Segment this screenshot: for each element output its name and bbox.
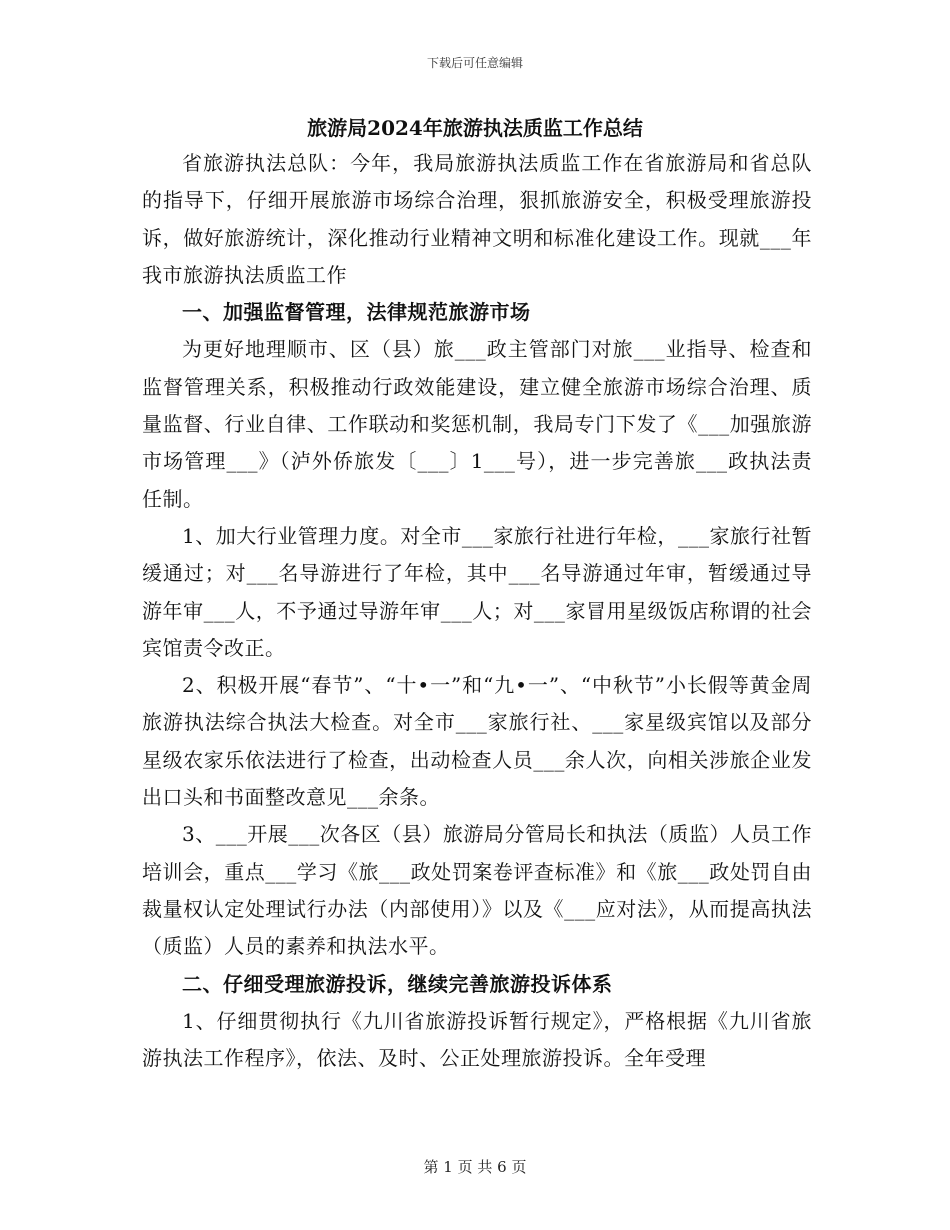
section-heading-2: 二、仔细受理旅游投诉，继续完善旅游投诉体系 (182, 971, 613, 996)
document-body (142, 145, 812, 1077)
page-footer: 第 1 页 共 6 页 (423, 1158, 527, 1176)
paragraph: 3、___开展___次各区（县）旅游局分管局长和执法（质监）人员工作培训会，重点___学习《旅___政处罚案卷评查标准》和《旅___政处罚自由裁量权认定处理试行办法（内部使用）》以及《___应对法》，从而提高执法（质监）人员的素养和执法水平。 (142, 822, 812, 959)
section-heading-1: 一、加强监督管理，法律规范旅游市场 (182, 300, 531, 325)
paragraph: 1、仔细贯彻执行《九川省旅游投诉暂行规定》，严格根据《九川省旅游执法工作程序》，依法、及时、公正处理旅游投诉。全年受理 (142, 1008, 812, 1071)
paragraph: 1、加大行业管理力度。对全市___家旅行社进行年检，___家旅行社暂缓通过；对___名导游进行了年检，其中___名导游通过年审，暂缓通过导游年审___人，不予通过导游年审___人；对___家冒用星级饭店称谓的社会宾馆责令改正。 (142, 523, 812, 660)
paragraph: 2、积极开展“春节”、“十•一”和“九•一”、“中秋节”小长假等黄金周旅游执法综合执法大检查。对全市___家旅行社、___家星级宾馆以及部分星级农家乐依法进行了检查，出动检查人员___余人次，向相关涉旅企业发出口头和书面整改意见___余条。 (142, 673, 812, 810)
header-note: 下载后可任意编辑 (426, 56, 523, 70)
paragraph: 为更好地理顺市、区（县）旅___政主管部门对旅___业指导、检查和监督管理关系，积极推动行政效能建设，建立健全旅游市场综合治理、质量监督、行业自律、工作联动和奖惩机制，我局专门下发了《___加强旅游市场管理___》（泸外侨旅发〔___〕1___号），进一步完善旅___政执法责任制。 (142, 337, 812, 511)
paragraph-intro: 省旅游执法总队：今年，我局旅游执法质监工作在省旅游局和省总队的指导下，仔细开展旅游市场综合治理，狠抓旅游安全，积极受理旅游投诉，做好旅游统计，深化推动行业精神文明和标准化建设工作。现就___年我市旅游执法质监工作 (142, 151, 812, 287)
document-title: 旅游局2024年旅游执法质监工作总结 (307, 116, 643, 140)
